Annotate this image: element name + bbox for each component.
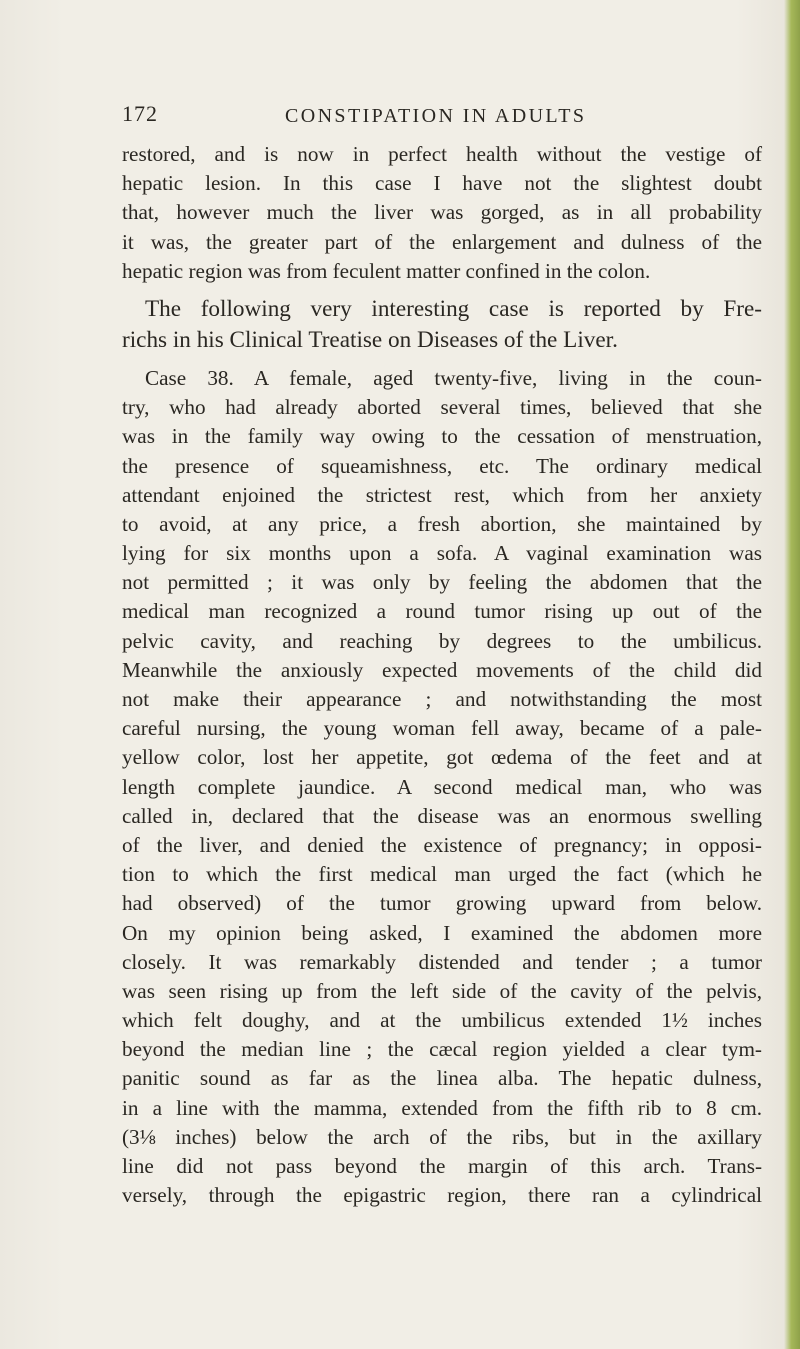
text-line: medical man recognized a round tumor rising up out of the xyxy=(122,599,762,624)
text-line: Case 38. A female, aged twenty-five, living in the coun- xyxy=(145,365,762,390)
text-line: panitic sound as far as the linea alba. The hepatic dulness, xyxy=(122,1066,762,1091)
text-line: of the liver, and denied the existence of pregnancy; in opposi- xyxy=(122,832,762,857)
text-line: called in, declared that the disease was an enormous swelling xyxy=(122,803,762,828)
page-edge xyxy=(784,0,800,1349)
text-line: hepatic region was from feculent matter confined in the colon. xyxy=(122,258,651,283)
text-line: had observed) of the tumor growing upward from below. xyxy=(122,891,762,916)
text-line: versely, through the epigastric region, there ran a cylindrical xyxy=(122,1183,762,1208)
text-line: (3⅛ inches) below the arch of the ribs, but in the axillary xyxy=(122,1124,762,1149)
text-line: which felt doughy, and at the umbilicus extended 1½ inches xyxy=(122,1008,762,1033)
text-line: restored, and is now in perfect health without the vestige of xyxy=(122,142,762,166)
text-line: careful nursing, the young woman fell away, became of a pale- xyxy=(122,716,762,741)
text-line: that, however much the liver was gorged, as in all probability xyxy=(122,200,762,225)
text-line: length complete jaundice. A second medical man, who was xyxy=(122,774,762,799)
text-line: richs in his Clinical Treatise on Diseases of the Liver. xyxy=(122,326,618,353)
paragraph-gap xyxy=(122,286,762,294)
body-text xyxy=(122,140,762,1210)
text-line: it was, the greater part of the enlargement and dulness of the xyxy=(122,229,762,254)
text-line: tion to which the first medical man urged the fact (which he xyxy=(122,862,762,887)
text-line: yellow color, lost her appetite, got œdema of the feet and at xyxy=(122,745,762,770)
paragraph-1 xyxy=(122,140,762,286)
text-line: was seen rising up from the left side of the cavity of the pelvis, xyxy=(122,978,762,1003)
running-head: CONSTIPATION IN ADULTS xyxy=(285,105,587,127)
text-line: the presence of squeamishness, etc. The ordinary medical xyxy=(122,453,762,478)
text-line: beyond the median line ; the cæcal region yielded a clear tym- xyxy=(122,1037,762,1062)
page-header xyxy=(122,101,762,131)
paragraph-2 xyxy=(122,294,762,356)
paragraph-gap xyxy=(122,356,762,364)
text-line: pelvic cavity, and reaching by degrees to the umbilicus. xyxy=(122,628,762,653)
text-line: was in the family way owing to the cessation of menstruation, xyxy=(122,424,762,449)
text-line: lying for six months upon a sofa. A vaginal examination was xyxy=(122,541,762,566)
text-line: to avoid, at any price, a fresh abortion, she maintained by xyxy=(122,511,762,536)
text-line: in a line with the mamma, extended from the fifth rib to 8 cm. xyxy=(122,1095,762,1120)
text-line: attendant enjoined the strictest rest, which from her anxiety xyxy=(122,482,762,507)
text-line: try, who had already aborted several times, believed that she xyxy=(122,395,762,420)
text-line: not make their appearance ; and notwithstanding the most xyxy=(122,687,762,711)
page-number: 172 xyxy=(122,101,158,126)
text-line: not permitted ; it was only by feeling the abdomen that the xyxy=(122,570,762,595)
text-line: Meanwhile the anxiously expected movements of the child did xyxy=(122,657,762,682)
text-line: line did not pass beyond the margin of this arch. Trans- xyxy=(122,1154,762,1178)
paragraph-3 xyxy=(122,364,762,1210)
text-line: hepatic lesion. In this case I have not the slightest doubt xyxy=(122,171,762,196)
text-line: On my opinion being asked, I examined the abdomen more xyxy=(122,920,762,945)
text-line: The following very interesting case is reported by Fre- xyxy=(145,295,762,322)
text-line: closely. It was remarkably distended and tender ; a tumor xyxy=(122,949,762,974)
